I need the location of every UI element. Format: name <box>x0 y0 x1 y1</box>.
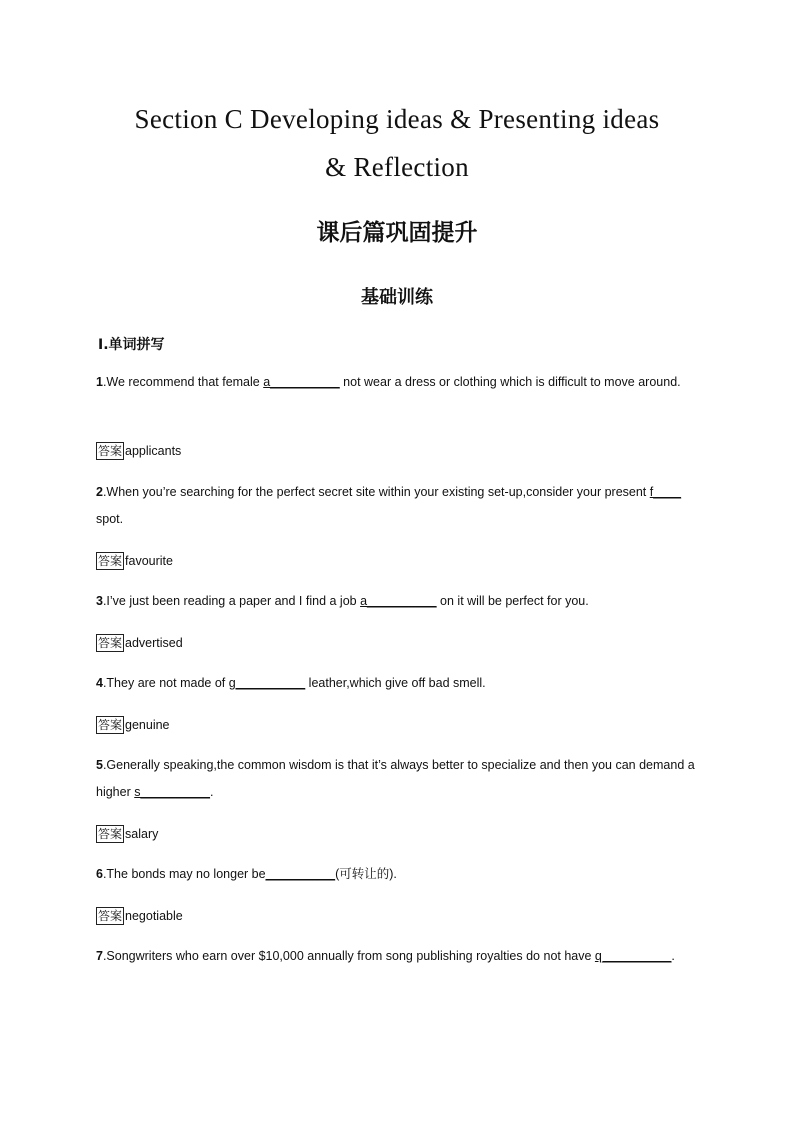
question-text: .We recommend that female <box>102 375 264 389</box>
part-heading: Ⅰ.单词拼写 <box>98 337 165 353</box>
question-text-end: on it will be perfect for you. <box>436 594 589 608</box>
question-3 <box>96 588 706 615</box>
page-title-line-2: & Reflection <box>325 152 469 182</box>
question-text-end: (可转让的). <box>335 867 397 881</box>
answer-3 <box>96 634 183 652</box>
question-4 <box>96 670 706 697</box>
answer-tag: 答案 <box>98 636 123 650</box>
question-text-end: not wear a dress or clothing which is difficult to move around. <box>339 375 681 389</box>
answer-tag: 答案 <box>98 827 123 841</box>
question-text: .I’ve just been reading a paper and I find a job <box>102 594 361 608</box>
question-text: .When you’re searching for the perfect secret site within your existing set-up,consider your present <box>102 485 650 499</box>
answer-value: applicants <box>125 444 182 458</box>
question-6 <box>96 861 706 888</box>
question-text-end: leather,which give off bad smell. <box>305 676 486 690</box>
page-subtitle: 课后篇巩固提升 <box>316 220 478 246</box>
answer-6 <box>96 907 183 925</box>
question-2 <box>96 479 706 533</box>
question-blank: a__________ <box>263 375 340 389</box>
answer-value: favourite <box>125 554 173 568</box>
answer-value: salary <box>125 827 159 841</box>
question-number: 5 <box>96 758 103 772</box>
answer-tag: 答案 <box>98 444 123 458</box>
question-text-end: spot. <box>96 512 124 526</box>
question-text: .The bonds may no longer be <box>102 867 266 881</box>
question-number: 7 <box>96 949 103 963</box>
question-text: .Generally speaking,the common wisdom is that it’s always better to specialize and then you can demand a higher <box>96 758 695 799</box>
answer-value: negotiable <box>125 909 183 923</box>
answer-tag: 答案 <box>98 909 123 923</box>
answer-value: advertised <box>125 636 183 650</box>
answer-2 <box>96 552 173 570</box>
question-blank: __________ <box>265 867 336 881</box>
question-text-end: . <box>671 949 675 963</box>
question-number: 4 <box>96 676 103 690</box>
question-7 <box>96 943 706 970</box>
question-5 <box>96 752 706 806</box>
page-title-line-1: Section C Developing ideas & Presenting ideas <box>134 104 660 134</box>
question-text-end: . <box>210 785 214 799</box>
answer-5 <box>96 825 158 843</box>
question-1 <box>96 369 706 396</box>
question-text: .They are not made of <box>102 676 229 690</box>
question-number: 2 <box>96 485 103 499</box>
answer-4 <box>96 716 170 734</box>
question-number: 6 <box>96 867 103 881</box>
question-blank: q__________ <box>594 949 672 963</box>
answer-value: genuine <box>125 718 170 732</box>
answer-tag: 答案 <box>98 554 123 568</box>
question-text: .Songwriters who earn over $10,000 annually from song publishing royalties do not have <box>102 949 595 963</box>
question-number: 3 <box>96 594 103 608</box>
question-blank: s__________ <box>134 785 211 799</box>
section-heading: 基础训练 <box>361 287 433 308</box>
question-blank: g__________ <box>228 676 306 690</box>
question-number: 1 <box>96 375 103 389</box>
answer-1 <box>96 442 181 460</box>
answer-tag: 答案 <box>98 718 123 732</box>
question-blank: a__________ <box>360 594 437 608</box>
question-blank: f____ <box>649 485 682 499</box>
